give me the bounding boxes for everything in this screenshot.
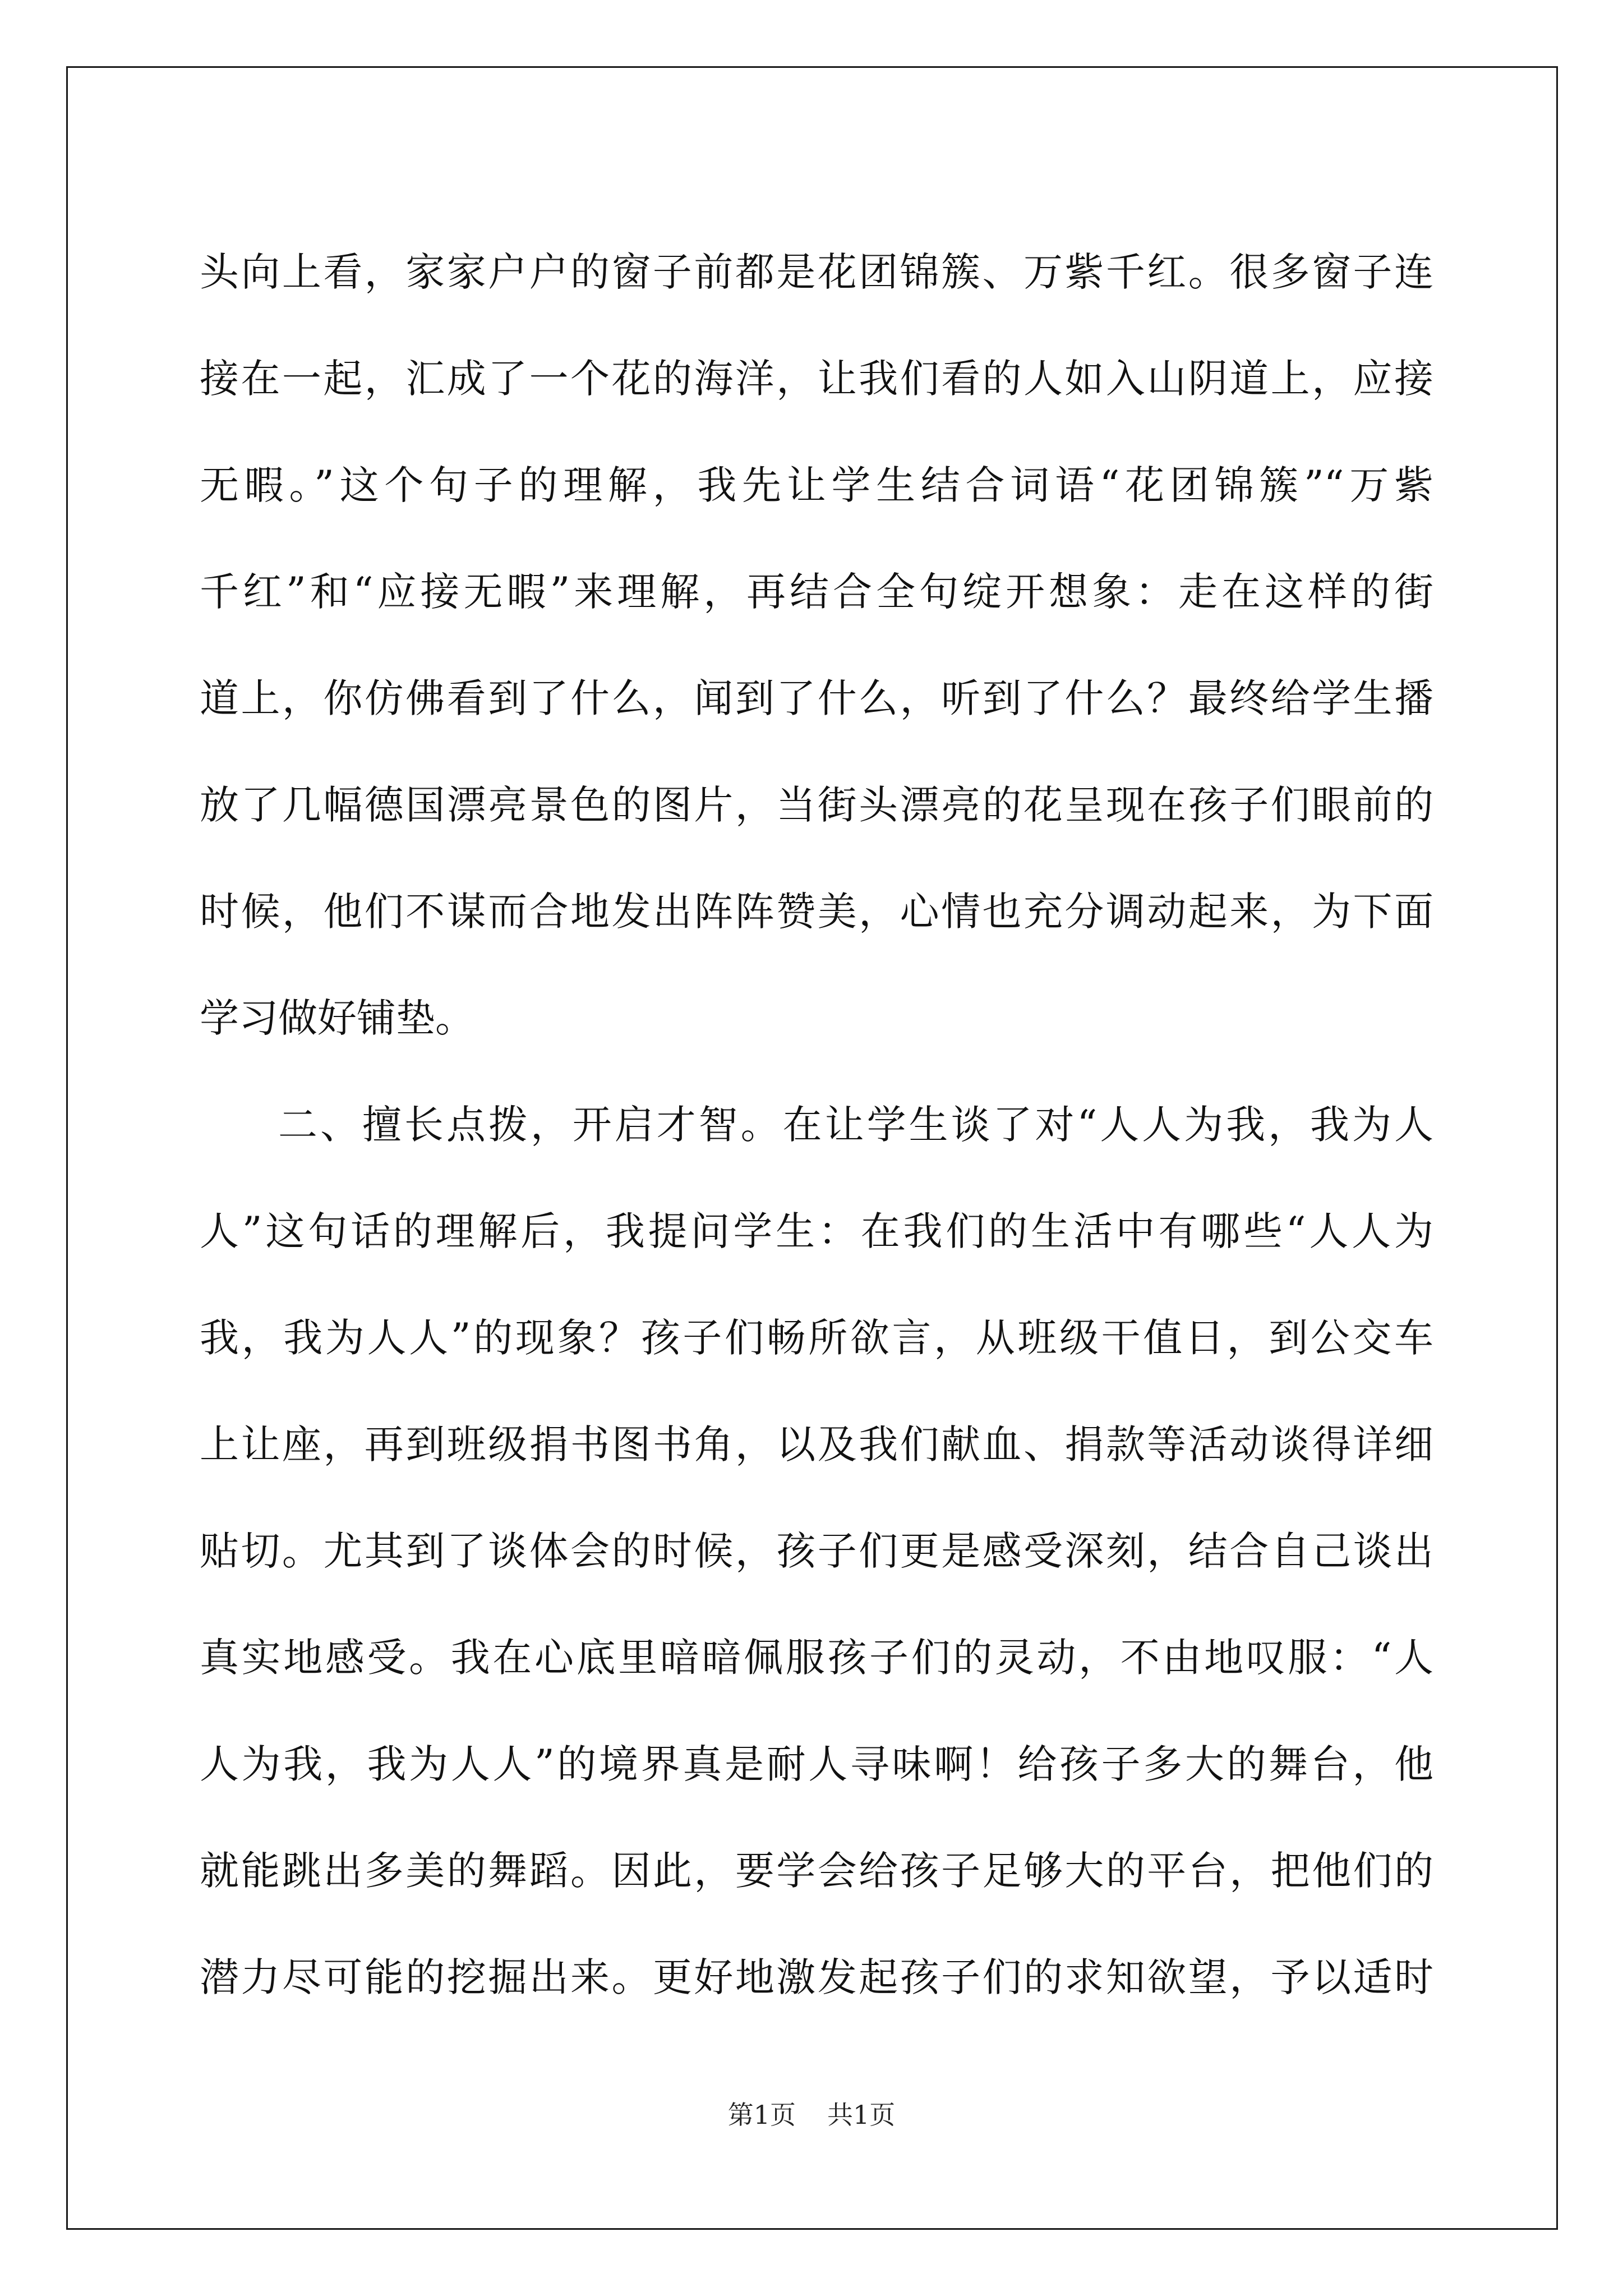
text-line: 人”这句话的理解后，我提问学生：在我们的生活中有哪些“人人为 [200, 1208, 1433, 1254]
text-line: 我，我为人人”的现象？孩子们畅所欲言，从班级干值日，到公交车 [200, 1315, 1433, 1361]
page-number: 第1页 [727, 2100, 796, 2130]
text-line: 学习做好铺垫。 [200, 995, 474, 1041]
text-line: 上让座，再到班级捐书图书角，以及我们献血、捐款等活动谈得详细 [200, 1421, 1433, 1467]
text-line: 放了几幅德国漂亮景色的图片，当街头漂亮的花呈现在孩子们眼前的 [200, 782, 1433, 828]
text-line: 潜力尽可能的挖掘出来。更好地激发起孩子们的求知欲望，予以适时 [200, 1954, 1433, 2000]
text-line: 真实地感受。我在心底里暗暗佩服孩子们的灵动，不由地叹服：“人 [200, 1635, 1433, 1681]
text-line: 接在一起，汇成了一个花的海洋，让我们看的人如入山阴道上，应接 [200, 356, 1433, 402]
paragraph-2 [200, 1071, 1433, 2031]
text-line: 人为我，我为人人”的境界真是耐人寻味啊！给孩子多大的舞台，他 [200, 1741, 1433, 1787]
paragraph-1 [200, 219, 1433, 1071]
page-footer [0, 2098, 1623, 2132]
text-line: 时候，他们不谋而合地发出阵阵赞美，心情也充分调动起来，为下面 [200, 889, 1433, 935]
text-line: 二、擅长点拨，开启才智。在让学生谈了对“人人为我，我为人 [278, 1102, 1433, 1148]
text-line: 无暇。”这个句子的理解，我先让学生结合词语“花团锦簇”“万紫 [200, 462, 1433, 508]
text-line: 头向上看，家家户户的窗子前都是花团锦簇、万紫千红。很多窗子连 [200, 249, 1433, 295]
text-line: 千红”和“应接无暇”来理解，再结合全句绽开想象：走在这样的街 [200, 569, 1433, 615]
text-line: 道上，你仿佛看到了什么，闻到了什么，听到了什么？最终给学生播 [200, 675, 1433, 721]
text-line: 贴切。尤其到了谈体会的时候，孩子们更是感受深刻，结合自己谈出 [200, 1528, 1433, 1574]
text-line: 就能跳出多美的舞蹈。因此，要学会给孩子足够大的平台，把他们的 [200, 1848, 1433, 1894]
document-body [200, 219, 1433, 2031]
page-total: 共1页 [827, 2100, 896, 2130]
